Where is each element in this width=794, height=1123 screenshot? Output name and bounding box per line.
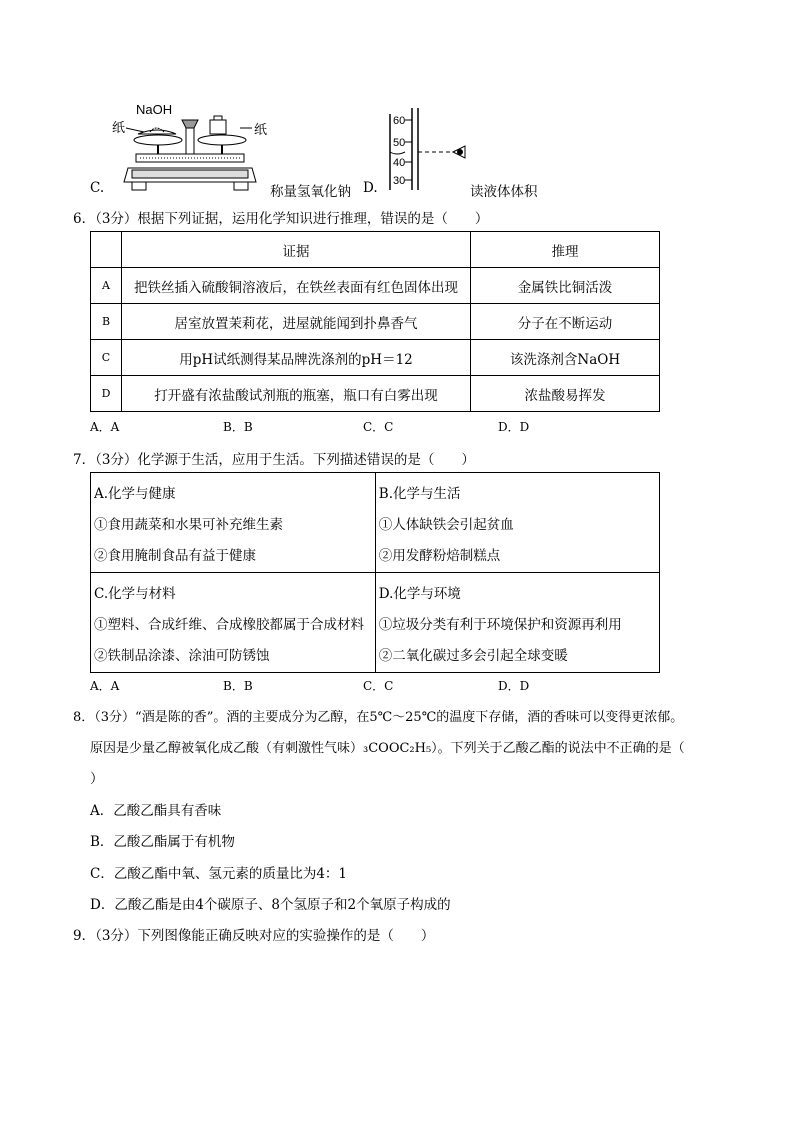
q7-options	[0, 677, 794, 697]
q6-table	[90, 231, 660, 412]
q5-option-c-letter: C.	[90, 180, 105, 196]
q7-option-b[interactable]: B．B	[223, 679, 253, 693]
q6-row-inference: 该洗涤剂含NaOH	[471, 340, 660, 376]
q6-row-label: D	[91, 376, 122, 412]
q6-header-evidence: 证据	[122, 232, 471, 268]
q5-option-d-caption: 读液体体积	[470, 184, 538, 200]
q7-cell-title: D.化学与环境	[378, 586, 461, 602]
q6-option-b[interactable]: B．B	[223, 420, 253, 434]
q6-row-label: C	[91, 340, 122, 376]
graduated-cylinder-figure	[385, 106, 475, 194]
q7-option-a[interactable]: A．A	[90, 679, 120, 693]
q7-cell-item: ①垃圾分类有利于环境保护和资源再利用	[378, 617, 622, 633]
q6-row-evidence: 居室放置茉莉花，进屋就能闻到扑鼻香气	[122, 304, 471, 340]
q7-cell-c	[91, 573, 376, 673]
q7-cell-item: ①食用蔬菜和水果可补充维生素	[94, 517, 283, 533]
q7-cell-item: ①人体缺铁会引起贫血	[378, 517, 514, 533]
q6-option-c[interactable]: C．C	[363, 420, 394, 434]
q7-cell-d	[375, 573, 659, 673]
q6-row-evidence: 打开盛有浓盐酸试剂瓶的瓶塞，瓶口有白雾出现	[122, 376, 471, 412]
q6-header-inference: 推理	[471, 232, 660, 268]
q6-row-evidence: 用pH试纸测得某品牌洗涤剂的pH＝12	[122, 340, 471, 376]
balance-figure	[110, 98, 268, 194]
q6-row-inference: 浓盐酸易挥发	[471, 376, 660, 412]
q6-header-blank	[91, 232, 122, 268]
q8-option-c[interactable]: C．乙酸乙酯中氧、氢元素的质量比为4：1	[90, 866, 348, 882]
q6-row-inference: 金属铁比铜活泼	[471, 268, 660, 304]
q5-option-d-letter: D.	[363, 180, 378, 196]
q6-row-evidence: 把铁丝插入硫酸铜溶液后，在铁丝表面有红色固体出现	[122, 268, 471, 304]
tick-50: 50	[393, 137, 406, 149]
q7-cell-a	[91, 473, 376, 573]
q6-row-inference: 分子在不断运动	[471, 304, 660, 340]
q7-stem: 7．（3分）化学源于生活，应用于生活。下列描述错误的是（ ）	[73, 452, 475, 468]
q7-cell-item: ①塑料、合成纤维、合成橡胶都属于合成材料	[94, 617, 364, 633]
tick-40: 40	[393, 157, 406, 169]
q7-cell-item: ②二氧化碳过多会引起全球变暖	[378, 648, 568, 664]
q7-cell-b	[375, 473, 659, 573]
tick-60: 60	[393, 115, 406, 127]
q6-option-a[interactable]: A．A	[90, 420, 120, 434]
q7-cell-title: C.化学与材料	[94, 586, 176, 602]
q6-options	[0, 418, 794, 438]
q8-option-a[interactable]: A．乙酸乙酯具有香味	[90, 803, 222, 819]
q7-cell-item: ②食用腌制食品有益于健康	[94, 548, 256, 564]
q7-option-c[interactable]: C．C	[363, 679, 394, 693]
q6-row-label: B	[91, 304, 122, 340]
q8-line3: ）	[90, 771, 104, 787]
q7-cell-title: B.化学与生活	[378, 486, 461, 502]
naoh-label: NaOH	[136, 102, 173, 117]
tick-30: 30	[393, 175, 406, 187]
left-paper-label: 纸	[112, 121, 126, 136]
q8-option-b[interactable]: B．乙酸乙酯属于有机物	[90, 834, 235, 850]
q6-stem: 6．（3分）根据下列证据，运用化学知识进行推理，错误的是（ ）	[73, 211, 489, 227]
q7-option-d[interactable]: D．D	[498, 679, 530, 693]
right-paper-label: 纸	[254, 123, 268, 138]
q5-option-c-caption: 称量氢氧化钠	[270, 184, 351, 200]
q7-cell-item: ②用发酵粉焙制糕点	[378, 548, 501, 564]
q7-cell-title: A.化学与健康	[94, 486, 176, 502]
q8-option-d[interactable]: D．乙酸乙酯是由4个碳原子、8个氢原子和2个氧原子构成的	[90, 897, 451, 913]
q6-row-label: A	[91, 268, 122, 304]
q7-cell-item: ②铁制品涂漆、涂油可防锈蚀	[94, 648, 270, 664]
q8-line1: 8．（3分）“酒是陈的香”。酒的主要成分为乙醇，在5℃～25℃的温度下存储，酒的香味可以变得更浓郁。	[73, 710, 684, 725]
q7-table	[90, 472, 660, 673]
q8-line2: 原因是少量乙醇被氧化成乙酸（有刺激性气味）₃COOC₂H₅）。下列关于乙酸乙酯的说法中不正确的是（	[90, 741, 685, 756]
q9-stem: 9．（3分）下列图像能正确反映对应的实验操作的是（ ）	[73, 928, 435, 944]
q6-option-d[interactable]: D．D	[498, 420, 530, 434]
